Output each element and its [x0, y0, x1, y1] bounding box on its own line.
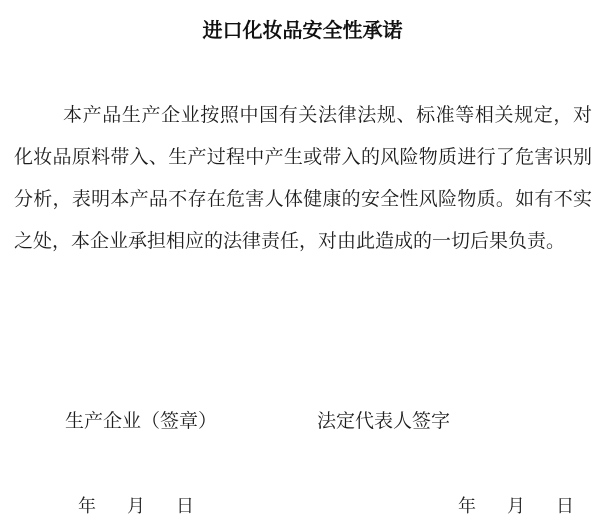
- commitment-paragraph: [14, 95, 592, 263]
- paragraph-line-3: 分析，表明本产品不存在危害人体健康的安全性风险物质。如有不实: [14, 189, 592, 210]
- date-line-left: [78, 492, 194, 518]
- year-label: 年: [78, 496, 96, 516]
- month-label: 月: [127, 496, 145, 516]
- paragraph-line-4: 之处，本企业承担相应的法律责任，对由此造成的一切后果负责。: [14, 231, 566, 252]
- document-title: 进口化妆品安全性承诺: [202, 20, 403, 42]
- month-label: 月: [507, 496, 525, 516]
- paragraph-line-1: 本产品生产企业按照中国有关法律法规、标准等相关规定，对: [63, 105, 592, 126]
- year-label: 年: [458, 496, 476, 516]
- producer-signature-label: 生产企业（签章）: [65, 411, 218, 432]
- paragraph-line-2: 化妆品原料带入、生产过程中产生或带入的风险物质进行了危害识别: [14, 147, 592, 168]
- day-label: 日: [556, 496, 574, 516]
- date-line-right: [458, 492, 574, 518]
- legal-representative-signature-label: 法定代表人签字: [317, 411, 451, 432]
- day-label: 日: [176, 496, 194, 516]
